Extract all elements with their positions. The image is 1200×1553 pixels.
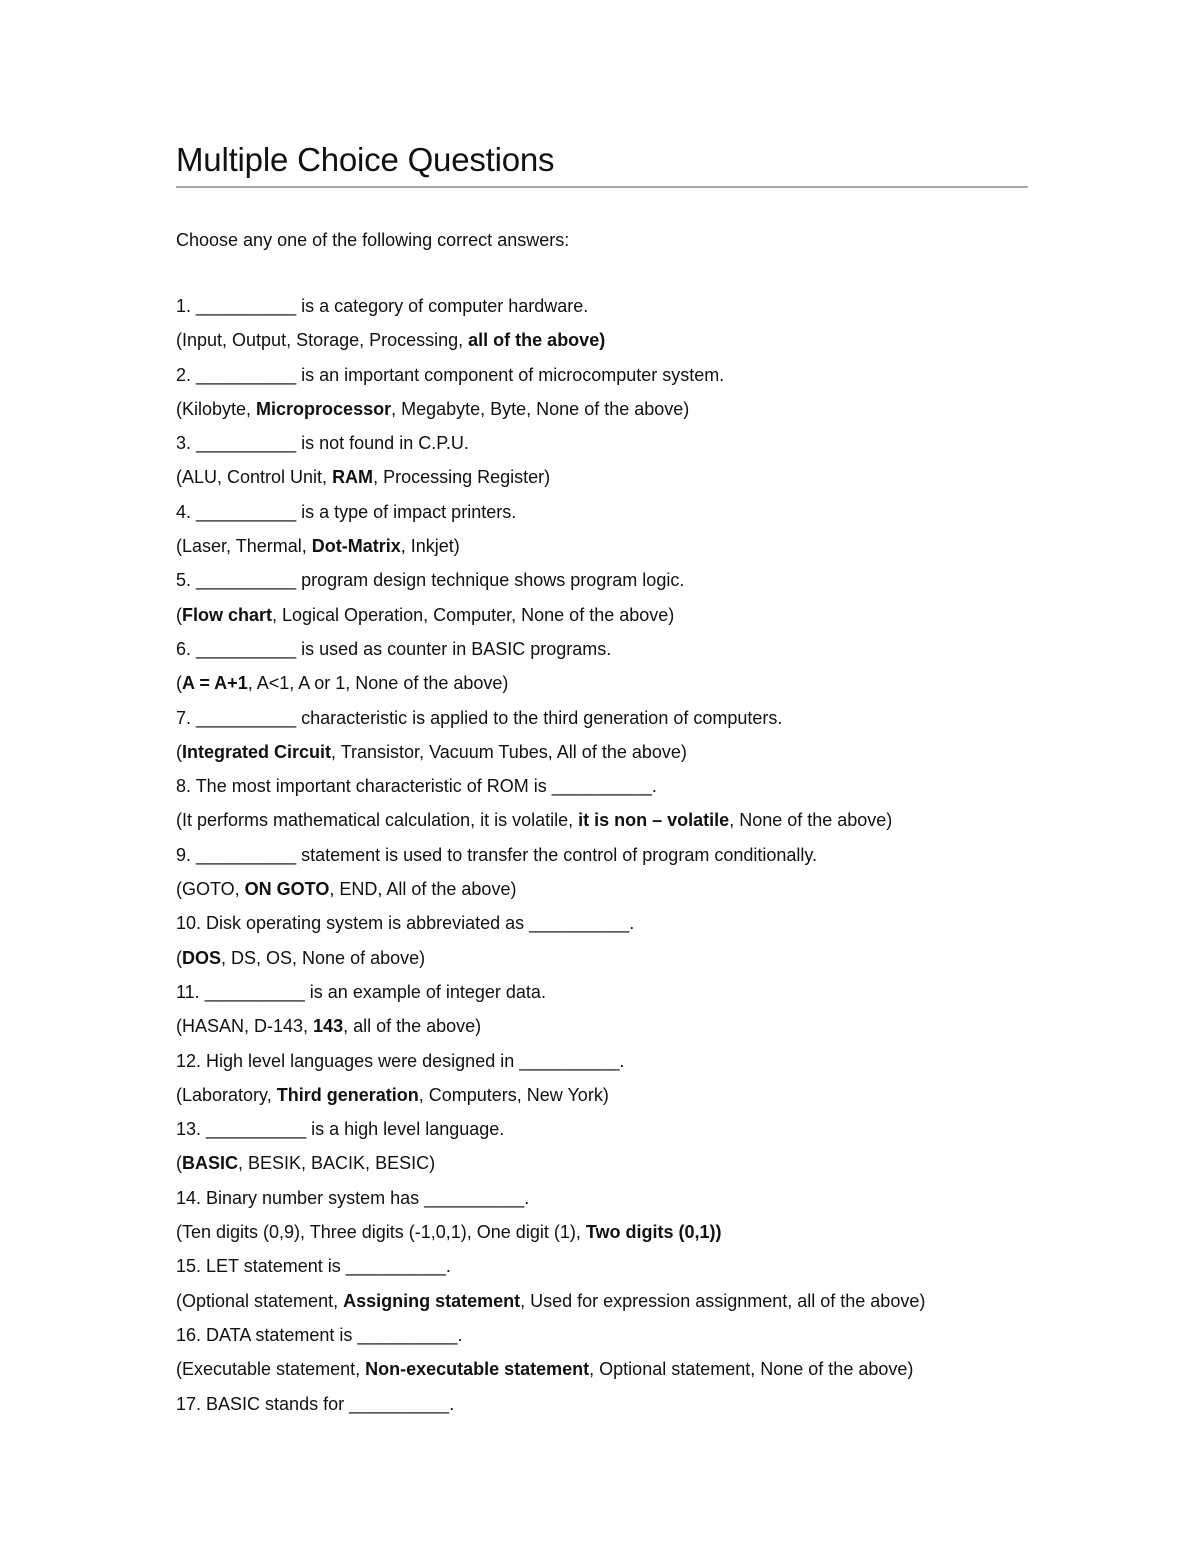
question-text: 12. High level languages were designed in __________. bbox=[176, 1050, 625, 1071]
correct-answer: Integrated Circuit bbox=[182, 741, 332, 762]
question-text: 8. The most important characteristic of ROM is __________. bbox=[176, 776, 657, 797]
answer-options bbox=[176, 1289, 1028, 1323]
question-text: 3. __________ is not found in C.P.U. bbox=[176, 433, 469, 454]
option-text: (Input, Output, Storage, Processing, bbox=[176, 330, 469, 351]
question-text: 7. __________ characteristic is applied to the third generation of computers. bbox=[176, 707, 783, 728]
question-text: 5. __________ program design technique shows program logic. bbox=[176, 570, 685, 591]
correct-answer: Dot-Matrix bbox=[311, 536, 401, 557]
question-text: 16. DATA statement is __________. bbox=[176, 1324, 463, 1345]
question-text: 2. __________ is an important component of microcomputer system. bbox=[176, 364, 725, 385]
document-page bbox=[176, 140, 1028, 1426]
instructions-text: Choose any one of the following correct answers: bbox=[176, 230, 570, 250]
answer-options bbox=[176, 808, 1028, 842]
option-text: , None of the above) bbox=[729, 810, 893, 831]
option-text: , Megabyte, Byte, None of the above) bbox=[391, 398, 690, 419]
option-text: , Used for expression assignment, all of the above) bbox=[520, 1290, 926, 1311]
question-text: 9. __________ statement is used to transfer the control of program conditionally. bbox=[176, 844, 818, 865]
correct-answer: A = A+1 bbox=[182, 673, 248, 694]
option-text: (GOTO, bbox=[176, 879, 245, 900]
question-text: 6. __________ is used as counter in BASIC programs. bbox=[176, 638, 612, 659]
question-list bbox=[176, 294, 1028, 1426]
question-text: 10. Disk operating system is abbreviated as __________. bbox=[176, 913, 635, 934]
answer-options bbox=[176, 603, 1028, 637]
option-text: , Logical Operation, Computer, None of the above) bbox=[272, 604, 675, 625]
answer-options bbox=[176, 1357, 1028, 1391]
option-text: (ALU, Control Unit, bbox=[176, 467, 333, 488]
option-text: ( bbox=[176, 673, 182, 694]
option-text: (Ten digits (0,9), Three digits (-1,0,1), One digit (1), bbox=[176, 1222, 586, 1243]
correct-answer: Microprocessor bbox=[256, 398, 392, 419]
question-text: 13. __________ is a high level language. bbox=[176, 1119, 505, 1140]
option-text: ( bbox=[176, 947, 182, 968]
page-title: Multiple Choice Questions bbox=[176, 141, 555, 178]
correct-answer: 143 bbox=[313, 1016, 344, 1037]
correct-answer: ON GOTO bbox=[244, 879, 330, 900]
option-text: , A<1, A or 1, None of the above) bbox=[247, 673, 509, 694]
option-text: ( bbox=[176, 1153, 182, 1174]
question-text: 14. Binary number system has __________. bbox=[176, 1187, 530, 1208]
answer-options bbox=[176, 1083, 1028, 1117]
answer-options bbox=[176, 534, 1028, 568]
correct-answer: Assigning statement bbox=[343, 1290, 521, 1311]
answer-options bbox=[176, 877, 1028, 911]
correct-answer: DOS bbox=[182, 947, 222, 968]
option-text: , all of the above) bbox=[343, 1016, 482, 1037]
answer-options bbox=[176, 1014, 1028, 1048]
option-text: ( bbox=[176, 741, 182, 762]
option-text: , Inkjet) bbox=[400, 536, 460, 557]
option-text: (It performs mathematical calculation, it is volatile, bbox=[176, 810, 579, 831]
option-text: (Executable statement, bbox=[176, 1359, 366, 1380]
question-text: 11. __________ is an example of integer data. bbox=[176, 981, 546, 1002]
option-text: , Transistor, Vacuum Tubes, All of the above) bbox=[331, 741, 687, 762]
option-text: (Kilobyte, bbox=[176, 398, 257, 419]
option-text: ( bbox=[176, 604, 182, 625]
option-text: (Laser, Thermal, bbox=[176, 536, 312, 557]
option-text: , END, All of the above) bbox=[329, 879, 517, 900]
title-divider bbox=[176, 186, 1028, 188]
option-text: (Optional statement, bbox=[176, 1290, 344, 1311]
option-text: , Computers, New York) bbox=[418, 1084, 609, 1105]
correct-answer: Non-executable statement bbox=[365, 1359, 590, 1380]
answer-options bbox=[176, 328, 1028, 362]
correct-answer: all of the above) bbox=[468, 330, 606, 351]
option-text: , BESIK, BACIK, BESIC) bbox=[238, 1153, 436, 1174]
correct-answer: Third generation bbox=[276, 1084, 419, 1105]
answer-options bbox=[176, 397, 1028, 431]
correct-answer: BASIC bbox=[182, 1153, 239, 1174]
option-text: (HASAN, D-143, bbox=[176, 1016, 314, 1037]
correct-answer: RAM bbox=[332, 467, 374, 488]
answer-options bbox=[176, 465, 1028, 499]
correct-answer: it is non – volatile bbox=[578, 810, 730, 831]
option-text: , Optional statement, None of the above) bbox=[589, 1359, 914, 1380]
option-text: (Laboratory, bbox=[176, 1084, 277, 1105]
question-text: 1. __________ is a category of computer hardware. bbox=[176, 296, 589, 316]
answer-options bbox=[176, 1151, 1028, 1185]
correct-answer: Flow chart bbox=[182, 604, 273, 625]
question-text: 4. __________ is a type of impact printers. bbox=[176, 501, 517, 522]
option-text: , DS, OS, None of above) bbox=[221, 947, 426, 968]
question-text: 15. LET statement is __________. bbox=[176, 1256, 451, 1277]
question-text: 17. BASIC stands for __________. bbox=[176, 1393, 455, 1414]
option-text: , Processing Register) bbox=[373, 467, 551, 488]
correct-answer: Two digits (0,1)) bbox=[585, 1222, 722, 1243]
answer-options bbox=[176, 946, 1028, 980]
answer-options bbox=[176, 671, 1028, 705]
answer-options bbox=[176, 1220, 1028, 1254]
answer-options bbox=[176, 740, 1028, 774]
